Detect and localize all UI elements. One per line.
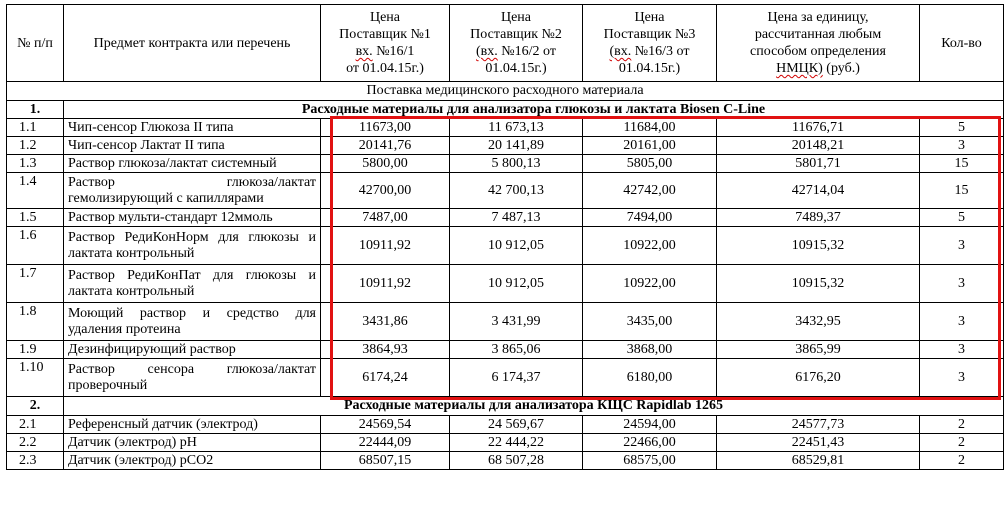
unit-price: 7489,37 bbox=[717, 209, 920, 227]
row-name: Раствор РедиКонНорм для глюкозы и лактата контрольный bbox=[64, 227, 321, 265]
title-row bbox=[7, 82, 1004, 101]
price-supplier-2: 68 507,28 bbox=[450, 452, 583, 470]
row-num: 2.3 bbox=[7, 452, 64, 470]
row-name: Дезинфицирующий раствор bbox=[64, 341, 321, 359]
price-supplier-3: 3868,00 bbox=[583, 341, 717, 359]
price-supplier-2: 24 569,67 bbox=[450, 416, 583, 434]
row-name: Раствор мульти-стандарт 12ммоль bbox=[64, 209, 321, 227]
quantity: 15 bbox=[920, 155, 1004, 173]
price-supplier-2: 6 174,37 bbox=[450, 359, 583, 397]
table-row bbox=[7, 359, 1004, 397]
price-supplier-1: 10911,92 bbox=[321, 227, 450, 265]
price-supplier-2: 3 431,99 bbox=[450, 303, 583, 341]
table-row bbox=[7, 303, 1004, 341]
price-supplier-2: 20 141,89 bbox=[450, 137, 583, 155]
table-row bbox=[7, 416, 1004, 434]
row-num: 1.3 bbox=[7, 155, 64, 173]
section-num: 2. bbox=[7, 397, 64, 416]
price-supplier-3: 3435,00 bbox=[583, 303, 717, 341]
price-supplier-1: 5800,00 bbox=[321, 155, 450, 173]
unit-price: 24577,73 bbox=[717, 416, 920, 434]
price-supplier-2: 7 487,13 bbox=[450, 209, 583, 227]
price-supplier-2: 10 912,05 bbox=[450, 265, 583, 303]
quantity: 5 bbox=[920, 119, 1004, 137]
unit-price: 5801,71 bbox=[717, 155, 920, 173]
price-supplier-3: 10922,00 bbox=[583, 227, 717, 265]
header-supplier-1: Цена Поставщик №1 вх. №16/1 от 01.04.15г.) bbox=[321, 5, 450, 82]
row-name: Раствор глюкоза/лактат гемолизирующий с капиллярами bbox=[64, 173, 321, 209]
table-row bbox=[7, 341, 1004, 359]
row-num: 2.2 bbox=[7, 434, 64, 452]
row-name: Референсный датчик (электрод) bbox=[64, 416, 321, 434]
row-num: 1.2 bbox=[7, 137, 64, 155]
row-num: 1.10 bbox=[7, 359, 64, 397]
price-supplier-3: 7494,00 bbox=[583, 209, 717, 227]
quantity: 15 bbox=[920, 173, 1004, 209]
unit-price: 3432,95 bbox=[717, 303, 920, 341]
price-supplier-1: 3431,86 bbox=[321, 303, 450, 341]
row-num: 2.1 bbox=[7, 416, 64, 434]
quantity: 3 bbox=[920, 137, 1004, 155]
row-name: Раствор глюкоза/лактат системный bbox=[64, 155, 321, 173]
row-name: Датчик (электрод) pCO2 bbox=[64, 452, 321, 470]
header-supplier-3: Цена Поставщик №3 (вх. №16/3 от 01.04.15г.) bbox=[583, 5, 717, 82]
price-supplier-1: 6174,24 bbox=[321, 359, 450, 397]
table-row bbox=[7, 155, 1004, 173]
section-num: 1. bbox=[7, 101, 64, 119]
header-supplier-2: Цена Поставщик №2 (вх. №16/2 от 01.04.15г.) bbox=[450, 5, 583, 82]
row-num: 1.6 bbox=[7, 227, 64, 265]
row-num: 1.4 bbox=[7, 173, 64, 209]
quantity: 3 bbox=[920, 359, 1004, 397]
price-supplier-1: 42700,00 bbox=[321, 173, 450, 209]
row-name: Раствор сенсора глюкоза/лактат проверочный bbox=[64, 359, 321, 397]
price-supplier-1: 3864,93 bbox=[321, 341, 450, 359]
header-num: № п/п bbox=[7, 5, 64, 82]
table-row bbox=[7, 265, 1004, 303]
price-supplier-3: 24594,00 bbox=[583, 416, 717, 434]
price-table bbox=[6, 4, 1004, 470]
section-row bbox=[7, 101, 1004, 119]
quantity: 2 bbox=[920, 452, 1004, 470]
unit-price: 10915,32 bbox=[717, 265, 920, 303]
price-supplier-2: 22 444,22 bbox=[450, 434, 583, 452]
section-row bbox=[7, 397, 1004, 416]
price-supplier-2: 10 912,05 bbox=[450, 227, 583, 265]
table-row bbox=[7, 452, 1004, 470]
price-supplier-3: 5805,00 bbox=[583, 155, 717, 173]
row-num: 1.7 bbox=[7, 265, 64, 303]
quantity: 3 bbox=[920, 265, 1004, 303]
row-num: 1.9 bbox=[7, 341, 64, 359]
price-supplier-3: 11684,00 bbox=[583, 119, 717, 137]
unit-price: 6176,20 bbox=[717, 359, 920, 397]
table-row bbox=[7, 227, 1004, 265]
unit-price: 68529,81 bbox=[717, 452, 920, 470]
row-name: Моющий раствор и средство для удаления протеина bbox=[64, 303, 321, 341]
quantity: 5 bbox=[920, 209, 1004, 227]
table-row bbox=[7, 209, 1004, 227]
unit-price: 22451,43 bbox=[717, 434, 920, 452]
quantity: 3 bbox=[920, 227, 1004, 265]
row-num: 1.5 bbox=[7, 209, 64, 227]
table-row bbox=[7, 434, 1004, 452]
price-supplier-2: 3 865,06 bbox=[450, 341, 583, 359]
table-row bbox=[7, 119, 1004, 137]
quantity: 3 bbox=[920, 341, 1004, 359]
quantity: 3 bbox=[920, 303, 1004, 341]
unit-price: 42714,04 bbox=[717, 173, 920, 209]
price-supplier-1: 11673,00 bbox=[321, 119, 450, 137]
row-name: Датчик (электрод) pH bbox=[64, 434, 321, 452]
price-supplier-3: 22466,00 bbox=[583, 434, 717, 452]
unit-price: 11676,71 bbox=[717, 119, 920, 137]
price-supplier-1: 20141,76 bbox=[321, 137, 450, 155]
table-row bbox=[7, 173, 1004, 209]
row-num: 1.8 bbox=[7, 303, 64, 341]
row-name: Чип-сенсор Лактат II типа bbox=[64, 137, 321, 155]
header-qty: Кол-во bbox=[920, 5, 1004, 82]
price-supplier-1: 68507,15 bbox=[321, 452, 450, 470]
table-row bbox=[7, 137, 1004, 155]
section-title: Расходные материалы для анализатора КЩС Rapidlab 1265 bbox=[64, 397, 1004, 416]
quantity: 2 bbox=[920, 434, 1004, 452]
header-subject: Предмет контракта или перечень bbox=[64, 5, 321, 82]
header-unit-price: Цена за единицу, рассчитанная любым способом определения НМЦК) (руб.) bbox=[717, 5, 920, 82]
price-supplier-3: 42742,00 bbox=[583, 173, 717, 209]
price-supplier-3: 68575,00 bbox=[583, 452, 717, 470]
row-name: Чип-сенсор Глюкоза II типа bbox=[64, 119, 321, 137]
price-supplier-2: 42 700,13 bbox=[450, 173, 583, 209]
row-num: 1.1 bbox=[7, 119, 64, 137]
price-supplier-1: 22444,09 bbox=[321, 434, 450, 452]
section-title: Расходные материалы для анализатора глюкозы и лактата Biosen C-Line bbox=[64, 101, 1004, 119]
price-supplier-2: 5 800,13 bbox=[450, 155, 583, 173]
price-supplier-2: 11 673,13 bbox=[450, 119, 583, 137]
price-supplier-1: 7487,00 bbox=[321, 209, 450, 227]
header-row bbox=[7, 5, 1004, 82]
price-supplier-1: 10911,92 bbox=[321, 265, 450, 303]
price-supplier-3: 10922,00 bbox=[583, 265, 717, 303]
price-supplier-3: 6180,00 bbox=[583, 359, 717, 397]
price-supplier-1: 24569,54 bbox=[321, 416, 450, 434]
unit-price: 10915,32 bbox=[717, 227, 920, 265]
quantity: 2 bbox=[920, 416, 1004, 434]
row-name: Раствор РедиКонПат для глюкозы и лактата контрольный bbox=[64, 265, 321, 303]
unit-price: 20148,21 bbox=[717, 137, 920, 155]
unit-price: 3865,99 bbox=[717, 341, 920, 359]
price-supplier-3: 20161,00 bbox=[583, 137, 717, 155]
table-title: Поставка медицинского расходного материала bbox=[7, 82, 1004, 101]
